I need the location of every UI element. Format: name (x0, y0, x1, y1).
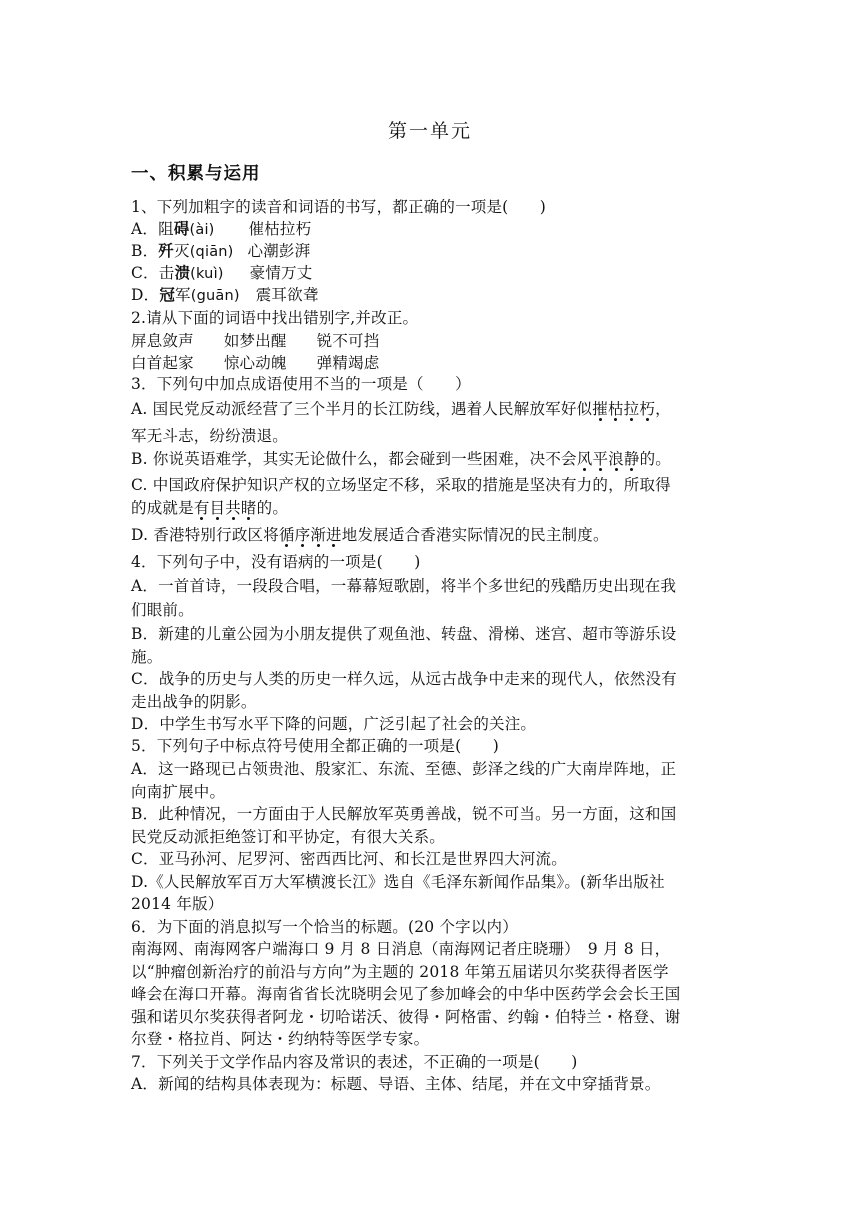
dotted-char: 静 (623, 450, 640, 468)
q7-stem: 7．下列关于文学作品内容及常识的表述，不正确的一项是( ) (131, 1053, 578, 1071)
q6-news-line-1: 南海网、南海网客户端海口 9 月 8 日消息（南海网记者庄晓珊） 9 月 8 日， (131, 940, 671, 958)
dotted-char: 有 (193, 499, 210, 517)
q1-b-bold: 歼 (158, 241, 174, 260)
dotted-char: 循 (278, 526, 295, 544)
q6-news-line-3: 峰会在海口开幕。海南省省长沈晓明会见了参加峰会的中华中医药学会会长王国 (131, 985, 681, 1003)
q4-option-b-line-2: 施。 (131, 648, 163, 666)
q2-row-1 (131, 330, 379, 352)
q3-c-text-end: 的。 (256, 499, 289, 517)
dotted-char: 摧 (592, 400, 608, 418)
q3-option-c-line-1: C. 中国政府保护知识产权的立场坚定不移，采取的措施是坚决有力的，所取得 (131, 476, 671, 494)
q4-option-c-line-1: C．战争的历史与人类的历史一样久远，从远古战争中走来的现代人，依然没有 (131, 670, 677, 688)
q6-news-line-2: 以“肿瘤创新治疗的前沿与方向”为主题的 2018 年第五届诺贝尔奖获得者医学 (131, 963, 669, 981)
q2-stem: 2.请从下面的词语中找出错别字,并改正。 (131, 309, 419, 327)
q3-b-text: B. 你说英语难学，其实无论做什么，都会碰到一些困难，决不会 (131, 450, 577, 468)
q3-option-a-line-1 (131, 398, 671, 420)
dotted-char: 浪 (608, 450, 624, 468)
dotted-char: 风 (576, 450, 593, 468)
q4-stem: 4．下列句子中，没有语病的一项是( ) (131, 553, 421, 571)
q6-news-line-4: 强和诺贝尔奖获得者阿龙・切哈诺沃、彼得・阿格雷、约翰・伯特兰・格登、谢 (131, 1008, 681, 1026)
q1-b-words: 心潮彭湃 (247, 242, 311, 260)
q3-d-text-end: 地发展适合香港实际情况的民主制度。 (341, 526, 609, 544)
dotted-char: 序 (294, 526, 311, 544)
q3-a-text: A. 国民党反动派经营了三个半月的长江防线，遇着人民解放军好似 (131, 400, 593, 418)
q5-option-d-line-2: 2014 年版） (131, 895, 224, 913)
q1-option-c (131, 262, 312, 285)
dotted-char: 朽 (639, 400, 656, 418)
dotted-char: 枯 (607, 400, 624, 418)
q5-option-a-line-1: A．这一路现已占领贵池、殷家汇、东流、至德、彭泽之线的广大南岸阵地，正 (131, 760, 677, 778)
q2-word: 如梦出醒 (223, 332, 287, 350)
q2-word: 弹精竭虑 (316, 354, 380, 372)
q5-option-a-line-2: 向南扩展中。 (131, 783, 226, 801)
q2-row-2 (131, 352, 379, 374)
q4-option-b-line-1: B．新建的儿童公园为小朋友提供了观鱼池、转盘、滑梯、迷宫、超市等游乐设 (131, 625, 677, 643)
q3-option-b (131, 448, 671, 470)
q3-stem: 3．下列句中加点成语使用不当的一项是（ ） (131, 375, 471, 393)
q4-option-a-line-1: A．一首首诗，一段段合唱，一幕幕短歌剧，将半个多世纪的残酷历史出现在我 (131, 577, 677, 595)
q4-option-a-line-2: 们眼前。 (131, 601, 194, 619)
q5-option-d-line-1: D.《人民解放军百万大军横渡长江》选自《毛泽东新闻作品集》。(新华出版社 (131, 873, 665, 891)
q1-b-prefix: B． (131, 242, 159, 260)
q1-a-words: 催枯拉朽 (248, 220, 312, 238)
q1-c-pinyin: (kuì) (190, 266, 224, 282)
q2-word: 白首起家 (131, 354, 194, 372)
dotted-char: 平 (592, 450, 609, 468)
q7-option-a: A．新闻的结构具体表现为：标题、导语、主体、结尾，并在文中穿插背景。 (131, 1075, 661, 1093)
dotted-char: 目 (209, 499, 226, 517)
q1-a-prefix: A．阻 (131, 220, 174, 238)
unit-title: 第一单元 (387, 120, 472, 142)
q1-d-bold: 冠 (159, 285, 176, 304)
q3-b-text-end: 的。 (639, 450, 671, 468)
dotted-char: 共 (225, 499, 241, 517)
q1-b-pinyin: (qiān) (189, 244, 234, 260)
q1-d-prefix: D． (131, 286, 160, 304)
q5-option-b-line-2: 民党反动派拒绝签订和平协定，有很大关系。 (131, 828, 446, 846)
q1-a-bold: 碍 (173, 219, 190, 238)
q1-c-words: 豪情万丈 (249, 264, 313, 282)
q2-word: 惊心动魄 (223, 354, 287, 372)
q3-c-text: 的成就是 (131, 499, 194, 517)
dotted-char: 进 (326, 526, 342, 544)
q3-option-a-line-2: 军无斗志，纷纷溃退。 (131, 427, 289, 445)
q1-c-prefix: C．击 (131, 264, 175, 282)
q3-option-c-line-2 (131, 497, 288, 519)
q1-c-bold: 溃 (174, 263, 191, 282)
q2-word: 屏息敛声 (131, 332, 194, 350)
dotted-char: 拉 (623, 400, 640, 418)
q1-d-rest: 军 (175, 286, 191, 304)
dotted-char: 渐 (310, 526, 327, 544)
q5-option-b-line-1: B．此种情况，一方面由于人民解放军英勇善战，锐不可当。另一方面，这和国 (131, 805, 677, 823)
q5-stem: 5．下列句子中标点符号使用全都正确的一项是( ) (131, 737, 499, 755)
q4-option-c-line-2: 走出战争的阴影。 (131, 693, 257, 711)
q5-option-c: C．亚马孙河、尼罗河、密西西比河、和长江是世界四大河流。 (131, 850, 567, 868)
q1-d-words: 震耳欲聋 (255, 286, 319, 304)
q1-a-pinyin: (ài) (189, 222, 215, 238)
q3-d-text: D. 香港特别行政区将 (131, 526, 279, 544)
dotted-char: 睹 (240, 499, 257, 517)
q2-word: 锐不可挡 (316, 332, 380, 350)
q1-option-a (131, 218, 311, 241)
section-heading: 一、积累与运用 (131, 164, 261, 184)
q3-a-text-end: ， (655, 400, 671, 418)
q1-option-b (131, 240, 310, 263)
q6-stem: 6．为下面的消息拟写一个恰当的标题。(20 个字以内） (131, 918, 518, 936)
q1-b-rest: 灭 (174, 242, 190, 260)
q1-stem: 1、下列加粗字的读音和词语的书写，都正确的一项是( ) (131, 198, 547, 216)
q3-option-d (131, 524, 609, 546)
q6-news-line-5: 尔登・格拉肖、阿达・约纳特等医学专家。 (131, 1030, 430, 1048)
q1-option-d (131, 284, 319, 307)
q4-option-d: D．中学生书写水平下降的问题，广泛引起了社会的关注。 (131, 715, 537, 733)
q1-d-pinyin: (guān) (190, 288, 240, 304)
